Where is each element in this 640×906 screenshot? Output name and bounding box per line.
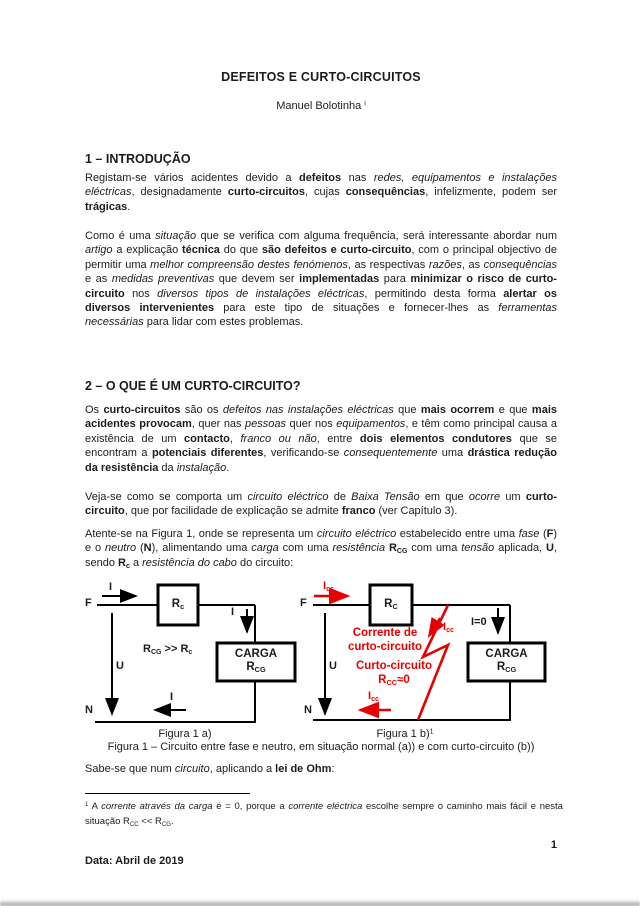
figure-label-b: Figura 1 b)$^1$: [376, 728, 434, 740]
paragraph-ohm: Sabe-se que num circuito, aplicando a lei de Ohm:: [85, 763, 335, 775]
short-circuit-annotation: [344, 660, 444, 687]
current-label-a-right: I: [231, 606, 235, 618]
page-number: 1: [550, 839, 557, 851]
neutral-label-b: N: [304, 704, 312, 716]
author-line: Manuel Bolotinha $^i$: [276, 100, 366, 112]
current-label-a-top: I: [109, 581, 113, 593]
figure-label-a: Figura 1 a): [158, 728, 212, 740]
paragraph-sc-1: Os curto-circuitos são os defeitos nas instalações eléctricas que mais ocorrem e que mais acidentes provocam, quer nas pessoas quer nos equipamentos, e têm como principal causa a existência de um contacto, franco ou não, entre dois elementos condutores que se encontram a potenciais diferentes, verificando-se consequentemente uma drástica redução da resistência da instalação.: [85, 404, 558, 474]
page-bottom-edge: [0, 900, 640, 906]
date-line: Data: Abril de 2019: [85, 855, 184, 867]
load-label-b-line2: $R_{CG}$: [496, 661, 517, 675]
voltage-label-a: U: [116, 660, 124, 672]
annotation2-line1: Curto-circuito: [355, 660, 433, 672]
document-title: DEFEITOS E CURTO-CIRCUITOS: [221, 70, 421, 84]
short-circuit-current-annotation: [335, 627, 435, 654]
paragraph-intro-2: Como é uma situação que se verifica com alguma frequência, será interessante abordar num artigo a explicação técnica do que são defeitos e curto-circuito, com o principal objectivo de permitir uma melhor compreensão destes fenómenos, as respectivas razões, as consequências e as medidas preventivas que devem ser implementadas para minimizar o risco de curto-circuito nos diversos tipos de instalações eléctricas, permitindo desta forma alertar os diversos intervenientes para este tipo de situações e fornecer-lhes as ferramentas necessárias para lidar com estes problemas.: [85, 230, 558, 329]
neutral-label-a: N: [85, 704, 93, 716]
resistance-relation-label: $R_{CG} >> R_c$: [143, 643, 193, 657]
phase-label-a: F: [85, 597, 92, 609]
short-current-label-bolt: $I_{cc}$: [443, 621, 454, 635]
footnote-separator: [85, 793, 250, 794]
cable-resistance-label-b: $R_C$: [384, 598, 398, 612]
paragraph-sc-2: Veja-se como se comporta um circuito eléctrico de Baixa Tensão em que ocorre um curto-circuito, que por facilidade de explicação se admite franco (ver Capítulo 3).: [85, 491, 557, 518]
annotation1-line2: curto-circuito: [347, 640, 423, 653]
short-current-label-b-bottom: $I_{cc}$: [368, 690, 379, 704]
paragraph-sc-3: Atente-se na Figura 1, onde se representa um circuito eléctrico estabelecido entre uma fase (F) e o neutro (N), alimentando uma carga com uma resistência $R_{CG}$ com uma tensão aplicada, U, sendo $R_c$ a resistência do cabo do circuito:: [85, 528, 558, 570]
phase-label-b: F: [300, 597, 307, 609]
load-label-a-line1: CARGA: [234, 648, 278, 660]
paragraph-intro-1: Registam-se vários acidentes devido a defeitos nas redes, equipamentos e instalações eléctricas, designadamente curto-circuitos, cujas consequências, infelizmente, podem ser trágicas.: [85, 172, 557, 213]
footnote-text: $^1$ A corrente através da carga é = 0, porque a corrente eléctrica escolhe sempre o caminho mais fácil e nesta situação $R_{CC} << R_{CG}$.: [85, 800, 563, 828]
section-heading-curto-circuito: 2 – O QUE É UM CURTO-CIRCUITO?: [85, 379, 301, 393]
figure-caption: Figura 1 – Circuito entre fase e neutro, em situação normal (a)) e com curto-circuito (b)): [107, 741, 535, 753]
load-label-a-line2: $R_{CG}$: [246, 661, 266, 675]
zero-current-label-b: I=0: [471, 616, 487, 628]
current-label-a-bottom: I: [170, 691, 174, 703]
short-current-label-b-top: $I_{cc}$: [323, 580, 334, 594]
annotation1-line1: Corrente de: [352, 627, 418, 639]
load-label-a: [217, 648, 295, 674]
section-heading-introducao: 1 – INTRODUÇÃO: [85, 152, 191, 166]
voltage-label-b: U: [329, 660, 337, 672]
cable-resistance-label-a: $R_c$: [171, 598, 185, 612]
load-label-b-line1: CARGA: [485, 648, 528, 660]
annotation2-line2: $R_{CC}\approx 0$: [378, 673, 410, 687]
load-label-b: [468, 648, 545, 674]
figure-1-circuit-diagrams: [85, 580, 563, 746]
